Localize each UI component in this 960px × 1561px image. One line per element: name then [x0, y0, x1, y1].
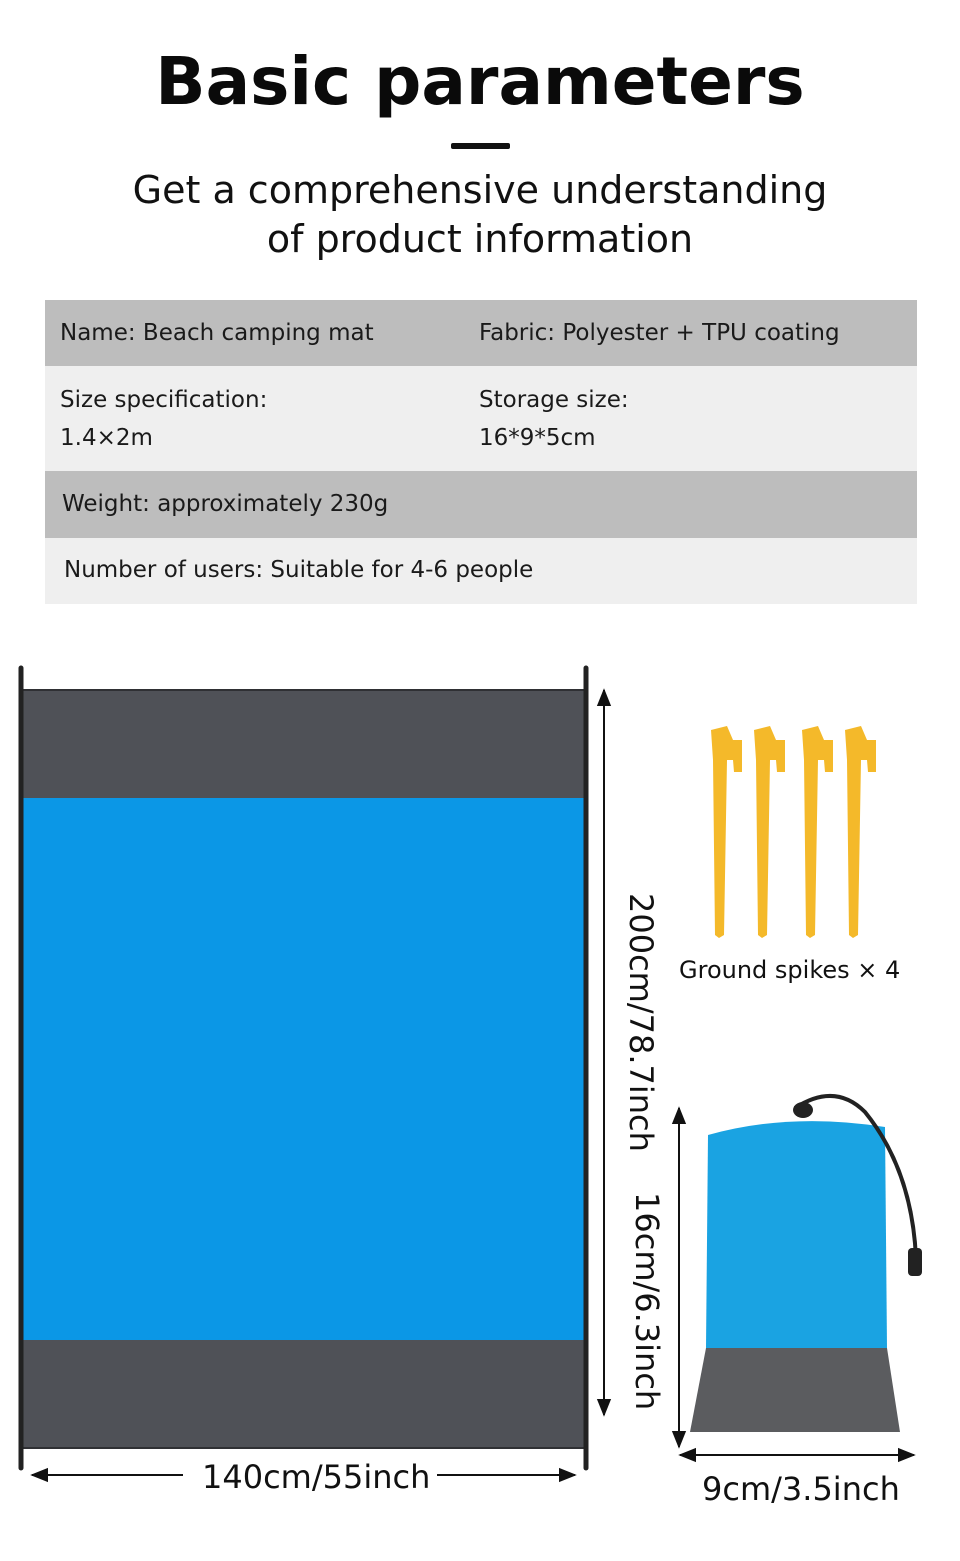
spec-row-users	[45, 538, 917, 604]
subtitle-line-2: of product information	[266, 217, 694, 261]
spike-2	[754, 726, 785, 938]
beach-mat-illustration	[21, 668, 586, 1468]
bag-height-label: 16cm/6.3inch	[628, 1192, 666, 1411]
spec-row-name-fabric	[45, 300, 917, 366]
spec-row-weight	[45, 471, 917, 538]
mat-width-label: 140cm/55inch	[202, 1458, 431, 1496]
spec-weight: Weight: approximately 230g	[62, 491, 389, 517]
spec-size-value: 1.4×2m	[60, 425, 153, 451]
subtitle-line-1: Get a comprehensive understanding	[132, 168, 828, 212]
page-title: Basic parameters	[155, 43, 805, 120]
spikes-label: Ground spikes × 4	[679, 956, 901, 984]
spec-storage-value: 16*9*5cm	[479, 425, 596, 451]
spec-users: Number of users: Suitable for 4-6 people	[64, 557, 534, 583]
mat-height-label: 200cm/78.7inch	[622, 893, 660, 1152]
spec-size-label: Size specification:	[60, 387, 268, 413]
spec-fabric: Fabric: Polyester + TPU coating	[479, 320, 840, 346]
title-underline	[451, 143, 510, 149]
storage-bag-illustration	[690, 1096, 922, 1432]
spike-4	[845, 726, 876, 938]
bag-width-label: 9cm/3.5inch	[702, 1470, 900, 1508]
spec-storage-label: Storage size:	[479, 387, 629, 413]
page-subtitle	[0, 166, 960, 264]
spike-1	[711, 726, 742, 938]
spec-name: Name: Beach camping mat	[60, 320, 374, 346]
spec-row-size-storage	[45, 366, 917, 471]
spike-3	[802, 726, 833, 938]
spec-table	[45, 300, 917, 604]
ground-spikes-illustration	[711, 726, 876, 938]
